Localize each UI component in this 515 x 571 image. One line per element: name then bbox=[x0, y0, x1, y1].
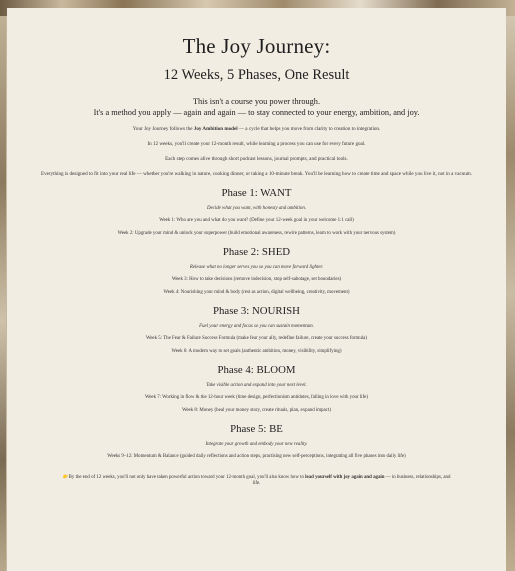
phase-4-week-8: Week 8: Money (heal your money story, create rituals, plan, expand impact) bbox=[182, 407, 331, 413]
content-card bbox=[7, 8, 506, 571]
phase-1 bbox=[29, 187, 484, 237]
closing-before: By the end of 12 weeks, you'll not only have taken powerful action toward your 12-month goal, you'll also know how to bbox=[68, 474, 306, 480]
phase-1-week-2: Week 2: Upgrade your mind & unlock your superpower (build emotional awareness, rewire patterns, learn to work with your nervous system) bbox=[117, 230, 396, 236]
phase-3-week-6: Week 6: A modern way to set goals (authentic ambition, money, visibility, simplifying) bbox=[171, 348, 342, 354]
phase-2 bbox=[29, 246, 484, 296]
pointing-hand-icon: 👉 bbox=[62, 474, 69, 480]
phase-4-week-7: Week 7: Working in flow & the 12-hour week (time design, perfectionism antidotes, falling in love with your life) bbox=[145, 395, 368, 400]
closing-bold: lead yourself with joy again and again bbox=[305, 474, 385, 480]
page-title: The Joy Journey: bbox=[182, 34, 331, 58]
phase-5-weeks-9-12: Weeks 9–12: Momentum & Balance (guided daily reflections and action steps, practising new self-perceptions, integrating all five phases into daily life) bbox=[107, 454, 406, 459]
intro-p1-after: — a cycle that helps you move from clarity to creation to integration. bbox=[237, 126, 381, 132]
lead-text bbox=[29, 96, 484, 118]
intro-paragraph-2: In 12 weeks, you'll create your 12-month result, while learning a process you can use for every future goal. bbox=[147, 141, 366, 147]
phase-1-week-1: Week 1: Who are you and what do you want? (Define your 12-week goal in your welcome 1:1 call) bbox=[159, 218, 354, 223]
closing-statement bbox=[29, 475, 484, 488]
phase-1-title: Phase 1: WANT bbox=[221, 187, 292, 199]
background-photo-right bbox=[505, 16, 515, 571]
phase-1-tagline: Decide what you want, with honesty and ambition. bbox=[206, 206, 307, 211]
phase-2-week-3: Week 3: How to take decisions (remove indecision, stop self-sabotage, set boundaries) bbox=[171, 277, 342, 282]
background-photo-left bbox=[0, 16, 6, 571]
intro-paragraph-3: Each step comes alive through short podcast lessons, journal prompts, and practical tools. bbox=[165, 156, 348, 162]
phase-3-week-5: Week 5: The Fear & Failure Success Formula (make fear your ally, redefine failure, create your success formula) bbox=[146, 336, 367, 341]
phase-2-title: Phase 2: SHED bbox=[222, 246, 291, 258]
closing-after: — in business, relationships, and life. bbox=[252, 474, 451, 486]
phase-4 bbox=[29, 364, 484, 414]
phase-3-title: Phase 3: NOURISH bbox=[213, 305, 300, 317]
intro-paragraph-1 bbox=[29, 126, 484, 133]
phase-5-title: Phase 5: BE bbox=[230, 423, 283, 435]
phase-3-tagline: Fuel your energy and focus so you can sustain momentum. bbox=[199, 324, 314, 329]
intro-p1-before: Your Joy Journey follows the bbox=[132, 126, 194, 132]
page-subtitle: 12 Weeks, 5 Phases, One Result bbox=[163, 67, 350, 83]
intro-paragraph-4: Everything is designed to fit into your real life — whether you're walking in nature, cooking dinner, or taking a 10-minute break. You'll be learning how to create time and space while you live it, not in a vacuum. bbox=[40, 171, 473, 177]
phase-3 bbox=[29, 305, 484, 355]
lead-line-2: It's a method you apply — again and again — to stay connected to your energy, ambition, and joy. bbox=[93, 108, 420, 117]
phase-2-week-4: Week 4: Nourishing your mind & body (rest as action, digital wellbeing, creativity, movement) bbox=[163, 289, 350, 295]
phase-5-tagline: Integrate your growth and embody your new reality. bbox=[205, 442, 308, 447]
phase-2-tagline: Release what no longer serves you so you can move forward lighter. bbox=[189, 265, 324, 270]
intro-p1-bold: Joy Ambition model bbox=[193, 126, 238, 132]
phase-4-title: Phase 4: BLOOM bbox=[217, 364, 296, 376]
content bbox=[7, 8, 506, 488]
phase-5 bbox=[29, 423, 484, 461]
lead-line-1: This isn't a course you power through. bbox=[192, 97, 321, 106]
phase-4-tagline: Take visible action and expand into your next level. bbox=[206, 383, 307, 388]
